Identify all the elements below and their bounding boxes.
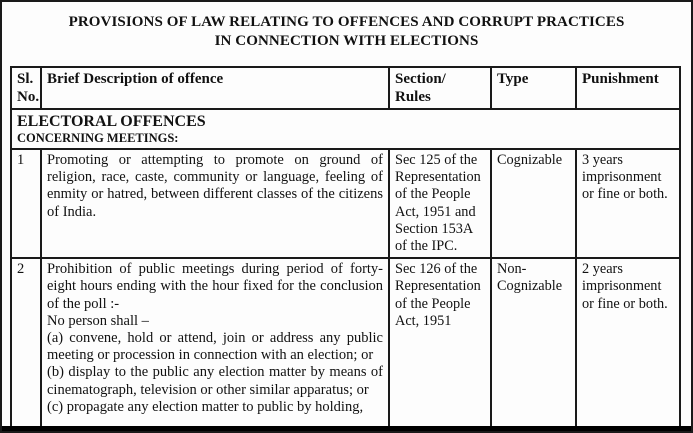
col-header-section-line-2: Rules xyxy=(395,89,431,105)
section-heading-subtitle: CONCERNING MEETINGS: xyxy=(17,131,179,145)
table-header-row xyxy=(11,67,680,109)
cell-sl-no: 1 xyxy=(11,149,41,258)
section-heading-row xyxy=(11,109,680,149)
section-heading-cell xyxy=(11,109,680,149)
col-header-type-label: Type xyxy=(497,71,529,87)
col-header-description-label: Brief Description of offence xyxy=(47,71,224,87)
col-header-punishment-label: Punishment xyxy=(582,71,659,87)
description-paragraph: Promoting or attempting to promote on ground of religion, race, caste, community or language, feeling of enmity or hatred, between different classes of the citizens of India. xyxy=(47,152,383,220)
description-paragraph: (b) display to the public any election matter by means of cinematograph, television or other similar apparatus; or xyxy=(47,364,383,398)
col-header-sl-no-line-2: No. xyxy=(17,89,40,105)
col-header-sl-no-line-1: Sl. xyxy=(17,71,34,87)
table-row xyxy=(11,258,680,433)
description-paragraph: (a) convene, hold or attend, join or address any public meeting or procession in connection with an election; or xyxy=(47,330,383,364)
document-title-line-1: PROVISIONS OF LAW RELATING TO OFFENCES AND CORRUPT PRACTICES xyxy=(68,14,625,30)
table-row xyxy=(11,149,680,258)
cell-section-rules: Sec 125 of the Representation of the People Act, 1951 and Section 153A of the IPC. xyxy=(389,149,491,258)
scan-edge-bar xyxy=(2,426,691,431)
description-paragraph: (c) propagate any election matter to public by holding, xyxy=(47,398,364,415)
cell-punishment: 3 years imprisonment or fine or both. xyxy=(576,149,680,258)
col-header-type xyxy=(491,67,576,109)
cell-punishment: 2 years imprisonment or fine or both. xyxy=(576,258,680,433)
cell-description xyxy=(41,258,389,433)
col-header-punishment xyxy=(576,67,680,109)
offences-table xyxy=(10,66,681,433)
cell-sl-no: 2 xyxy=(11,258,41,433)
cell-description xyxy=(41,149,389,258)
col-header-description xyxy=(41,67,389,109)
col-header-sl-no xyxy=(11,67,41,109)
document-title-line-2: IN CONNECTION WITH ELECTIONS xyxy=(214,33,479,49)
description-paragraph: Prohibition of public meetings during period of forty-eight hours ending with the hour fixed for the conclusion of the poll :- xyxy=(47,261,383,312)
col-header-section-rules xyxy=(389,67,491,109)
document-title xyxy=(2,13,691,51)
cell-type: Non-Cognizable xyxy=(491,258,576,433)
col-header-section-line-1: Section/ xyxy=(395,71,446,87)
section-heading-title: ELECTORAL OFFENCES xyxy=(17,113,206,130)
description-paragraph: No person shall – xyxy=(47,312,149,329)
cell-type: Cognizable xyxy=(491,149,576,258)
cell-section-rules: Sec 126 of the Representation of the People Act, 1951 xyxy=(389,258,491,433)
